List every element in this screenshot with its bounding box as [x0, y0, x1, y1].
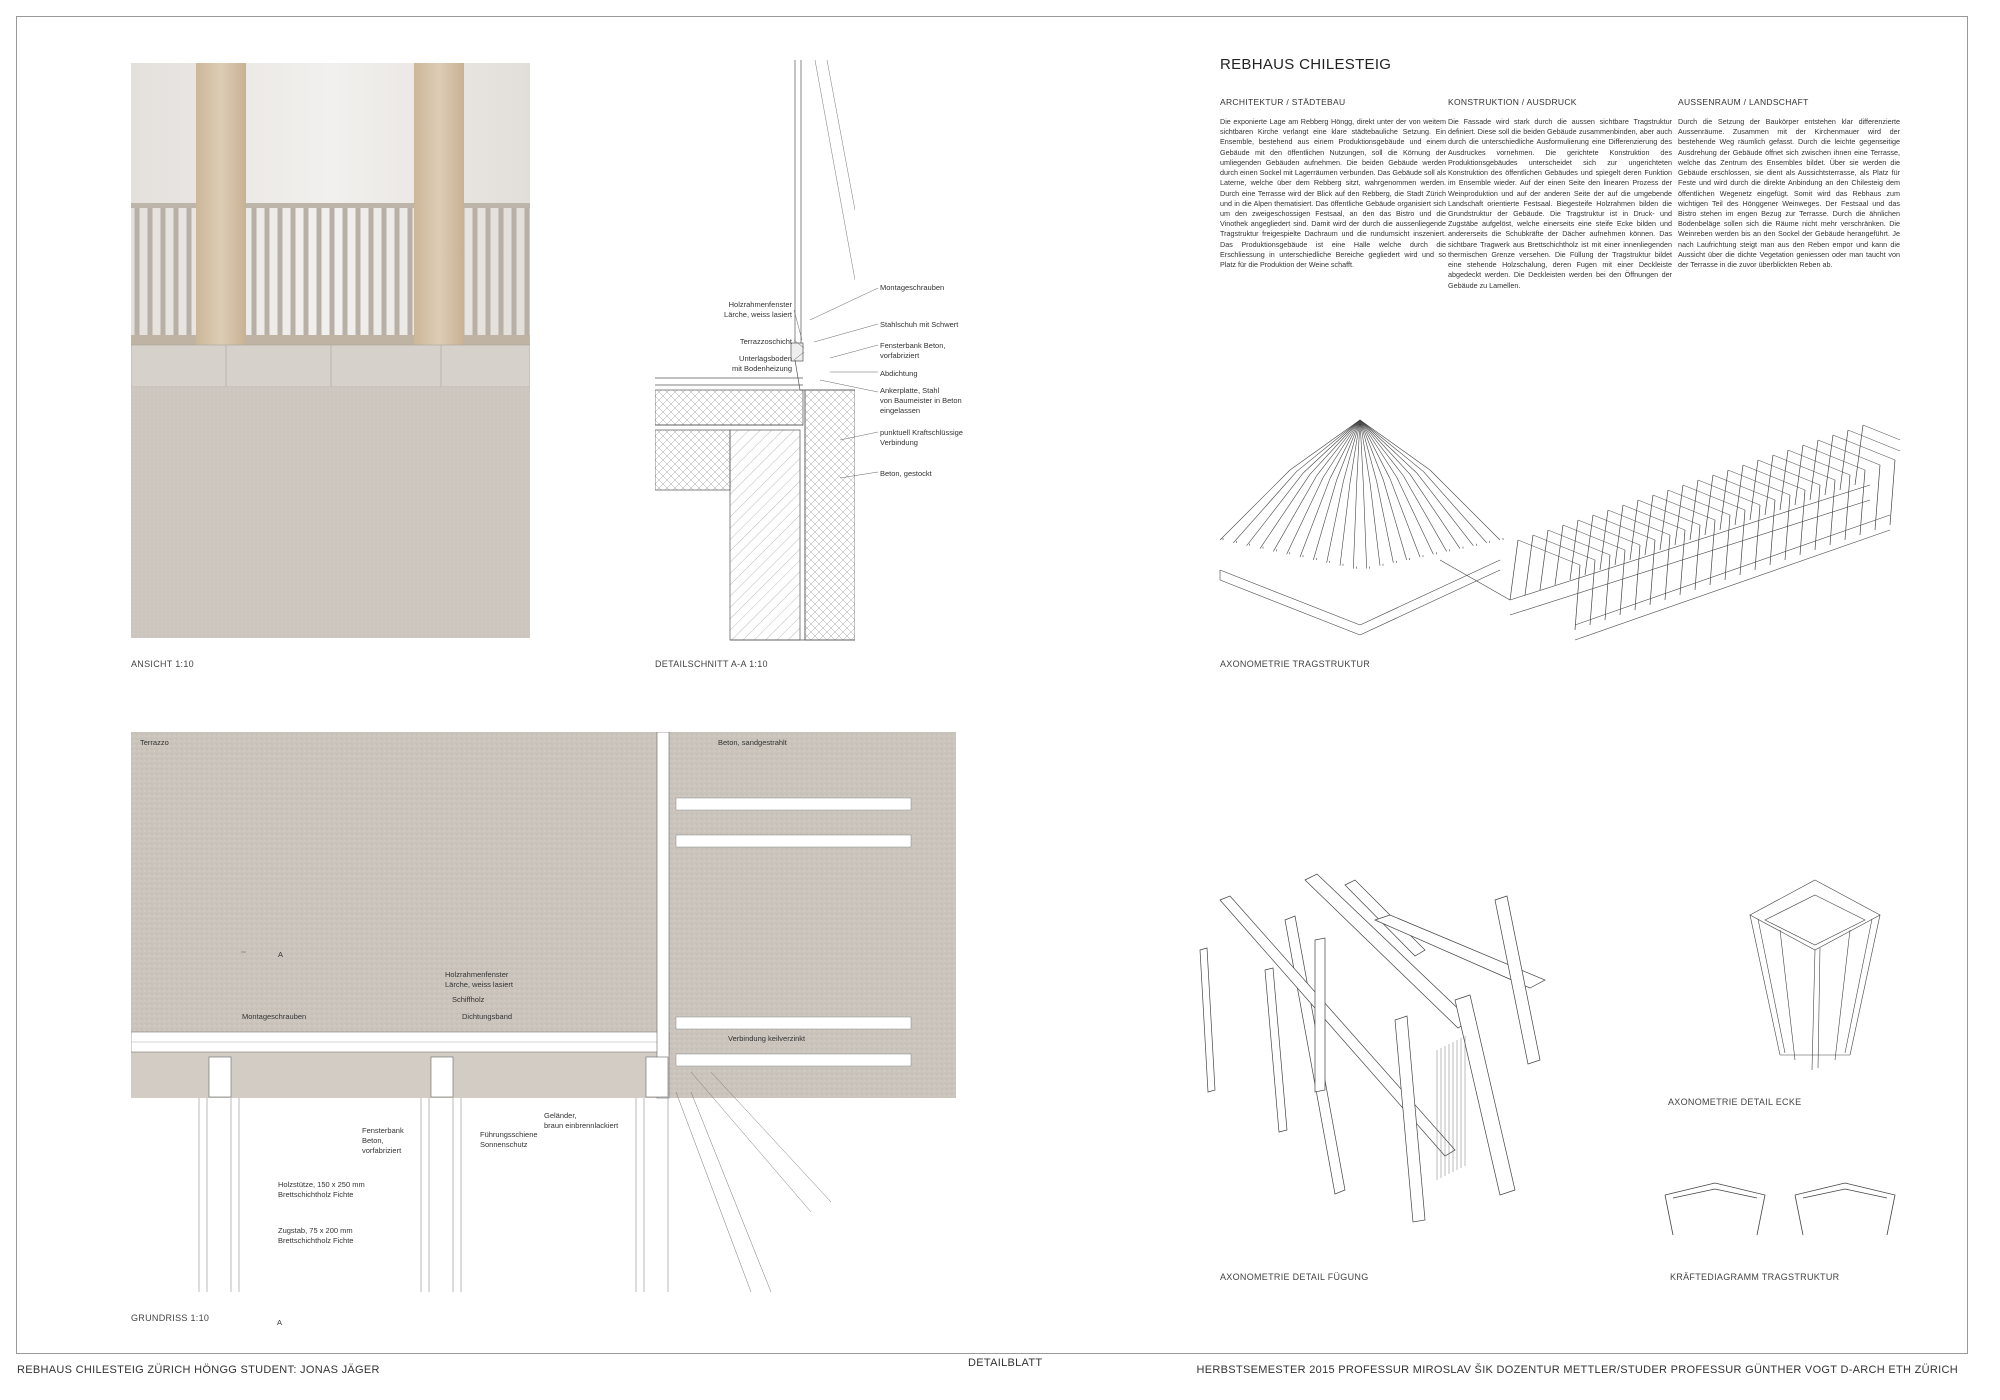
footer-center: DETAILBLATT — [968, 1357, 1043, 1369]
column-heading: AUSSENRAUM / LANDSCHAFT — [1678, 97, 1809, 107]
floor-plan-drawing — [131, 732, 956, 1312]
plan-label-terrazzo: Terrazzo — [140, 738, 169, 747]
axonometry-structure-caption: AXONOMETRIE TRAGSTRUKTUR — [1220, 659, 1371, 669]
plan-label-fensterbank: Fensterbank Beton, vorfabriziert — [362, 1126, 404, 1155]
label-beton-gestockt: Beton, gestockt — [880, 469, 932, 478]
plan-label-zugstab: Zugstab, 75 x 200 mm Brettschichtholz Fichte — [278, 1226, 354, 1245]
axonometry-structure-drawing — [1210, 390, 1900, 660]
plan-marker-a2: A — [277, 1318, 283, 1327]
force-diagram-caption: KRÄFTEDIAGRAMM TRAGSTRUKTUR — [1670, 1272, 1840, 1282]
column-text: Die exponierte Lage am Rebberg Höngg, direkt unter der von weitem sichtbaren Kirche verlangt eine klare städtebauliche Setzung. Ein Ensemble, bestehend aus einem Produktionsgebäude und einem Gebäude mit den öffentlichen Nutzungen, soll die Körnung der umliegenden Gebäuden aufnehmen. Die beiden Gebäude werden durch einen Sockel mit Lagerräumen verbunden. Das Gebäude soll als Laterne, welche über dem Rebberg sitzt, wahrgenommen werden. Durch eine Terrasse wird der Blick auf den Rebberg, die Stadt Zürich und in die Alpen thematisiert. Das öffentliche Gebäude organisiert sich um den zweigeschossigen Festsaal, an den das Bistro und die Vinothek angegliedert sind. Damit wird der durch die aussenliegende Tragstruktur freigespielte Dachraum und die rundumsicht inszeniert. Das Produktionsgebäude ist eine Halle welche durch die Erschliessung in unterschiedliche Bereiche gegliedert wird und so Platz für die Produktion der Weine schafft. — [1220, 117, 1446, 270]
text-column-aussenraum — [1678, 97, 1900, 270]
plan-label-beton-sandgestrahlt: Beton, sandgestrahlt — [718, 738, 787, 747]
plan-marker-a: A — [278, 950, 284, 959]
label-ankerplatte: Ankerplatte, Stahl von Baumeister in Beton eingelassen — [880, 386, 962, 415]
label-abdichtung: Abdichtung — [880, 369, 918, 378]
label-punktuell: punktuell Kraftschlüssige Verbindung — [880, 428, 963, 447]
plan-label-holzrahmenfenster: Holzrahmenfenster Lärche, weiss lasiert — [445, 970, 513, 989]
plan-label-dichtungsband: Dichtungsband — [462, 1012, 513, 1021]
label-terrazzoschicht: Terrazzoschicht — [739, 337, 792, 346]
label-stahlschuh: Stahlschuh mit Schwert — [880, 320, 959, 329]
axonometry-corner-caption: AXONOMETRIE DETAIL ECKE — [1668, 1097, 1802, 1107]
plan-label-schiffholz: Schiffholz — [452, 995, 485, 1004]
elevation-drawing — [131, 63, 530, 638]
column-text: Durch die Setzung der Baukörper entstehen klar differenzierte Aussenräume. Zusammen mit der Kirchenmauer wird der bestehende Weg räumlich gefasst. Durch die leichte gegenseitige Ausdrehung der Gebäude öffnet sich zwischen ihnen eine Terrasse, welche das Zentrum des Ensembles bildet. Über sie werden die Gebäude erschlossen, sie dient als Aussichtsterrasse, als Platz für Feste und wird durch die direkte Anbindung an den Chilesteig dem öffentlichen Wegenetz eingefügt. Somit wird das Rebhaus zum wichtigen Teil des Hönggener Weinweges. Der Festsaal und das Bistro stehen im engen Bezug zur Terrasse. Durch die ähnlichen Bodenbeläge sollen sich die Räume nicht mehr verschränken. Die Weinreben werden bis an den Sockel der Gebäude herangeführt. Je nach Laufrichtung steigt man aus den Reben empor und kann die Aussicht über die dichte Vegetation geniessen oder man taucht von der Terrasse in die zuvor überblickten Reben ab. — [1678, 117, 1900, 270]
plan-label-gelaender: Geländer, braun einbrennlackiert — [544, 1111, 619, 1130]
plan-label-verbindung: Verbindung keilverzinkt — [728, 1034, 806, 1043]
label-fensterbank: Fensterbank Beton, vorfabriziert — [880, 341, 946, 360]
label-holzrahmenfenster: Holzrahmenfenster Lärche, weiss lasiert — [724, 300, 792, 319]
column-heading: KONSTRUKTION / AUSDRUCK — [1448, 97, 1577, 107]
text-column-konstruktion — [1448, 97, 1672, 291]
plan-label-holzstuetze: Holzstütze, 150 x 250 mm Brettschichtholz Fichte — [278, 1180, 365, 1199]
text-column-architektur — [1220, 97, 1446, 270]
footer-right: HERBSTSEMESTER 2015 PROFESSUR MIROSLAV ŠIK DOZENTUR METTLER/STUDER PROFESSUR GÜNTHER VOGT D-ARCH ETH ZÜRICH — [1196, 1364, 1958, 1376]
footer-left: REBHAUS CHILESTEIG ZÜRICH HÖNGG STUDENT: JONAS JÄGER — [17, 1364, 380, 1376]
force-diagram-drawing — [1660, 1180, 1900, 1250]
axonometry-joint-drawing — [1195, 860, 1615, 1260]
plan-caption: GRUNDRISS 1:10 — [131, 1313, 210, 1323]
elevation-caption: ANSICHT 1:10 — [131, 659, 194, 669]
axonometry-joint-caption: AXONOMETRIE DETAIL FÜGUNG — [1220, 1272, 1369, 1282]
section-caption: DETAILSCHNITT A-A 1:10 — [655, 659, 768, 669]
label-unterlagsboden: Unterlagsboden mit Bodenheizung — [731, 354, 792, 373]
plan-label-fuehrungsschiene: Führungsschiene Sonnenschutz — [480, 1130, 538, 1149]
axonometry-corner-drawing — [1740, 875, 1890, 1075]
page-title: REBHAUS CHILESTEIG — [1220, 56, 1392, 73]
plan-label-montageschrauben: Montageschrauben — [242, 1012, 307, 1021]
label-montageschrauben: Montageschrauben — [880, 283, 945, 292]
section-leaders — [790, 280, 882, 480]
column-heading: ARCHITEKTUR / STÄDTEBAU — [1220, 97, 1346, 107]
column-text: Die Fassade wird stark durch die aussen sichtbare Tragstruktur definiert. Diese soll die beiden Gebäude zusammenbinden, aber auch durch die unterschiedliche Ausformulierung eine Differenzierung des Ausdruckes vornehmen. Die gerichtete Konstruktion des Produktionsgebäudes unterscheidet sich zur ungerichteten Konstruktion des öffentlichen Gebäudes und spiegelt deren Funktion im Ensemble wieder. Auf der einen Seite den linearen Prozess der Weinproduktion und auf der anderen Seite der auf die umgebende Landschaft orientierte Festsaal. Biegesteife Holzrahmen bilden die Grundstruktur der Gebäude. Die Tragstruktur ist in Druck- und Zugstäbe aufgelöst, welche einerseits eine steife Ecke bilden und andererseits die Schubkräfte der Dächer aufnehmen können. Das sichtbare Tragwerk aus Brettschichtholz ist mit einer innenliegenden thermischen Grenze versehen. Die Füllung der Tragstruktur bildet eine stehende Holzschalung, deren Fugen mit einer Deckleiste abgedeckt werden. Die Deckleisten werden bei den Öffnungen der Gebäude zu Lamellen. — [1448, 117, 1672, 290]
